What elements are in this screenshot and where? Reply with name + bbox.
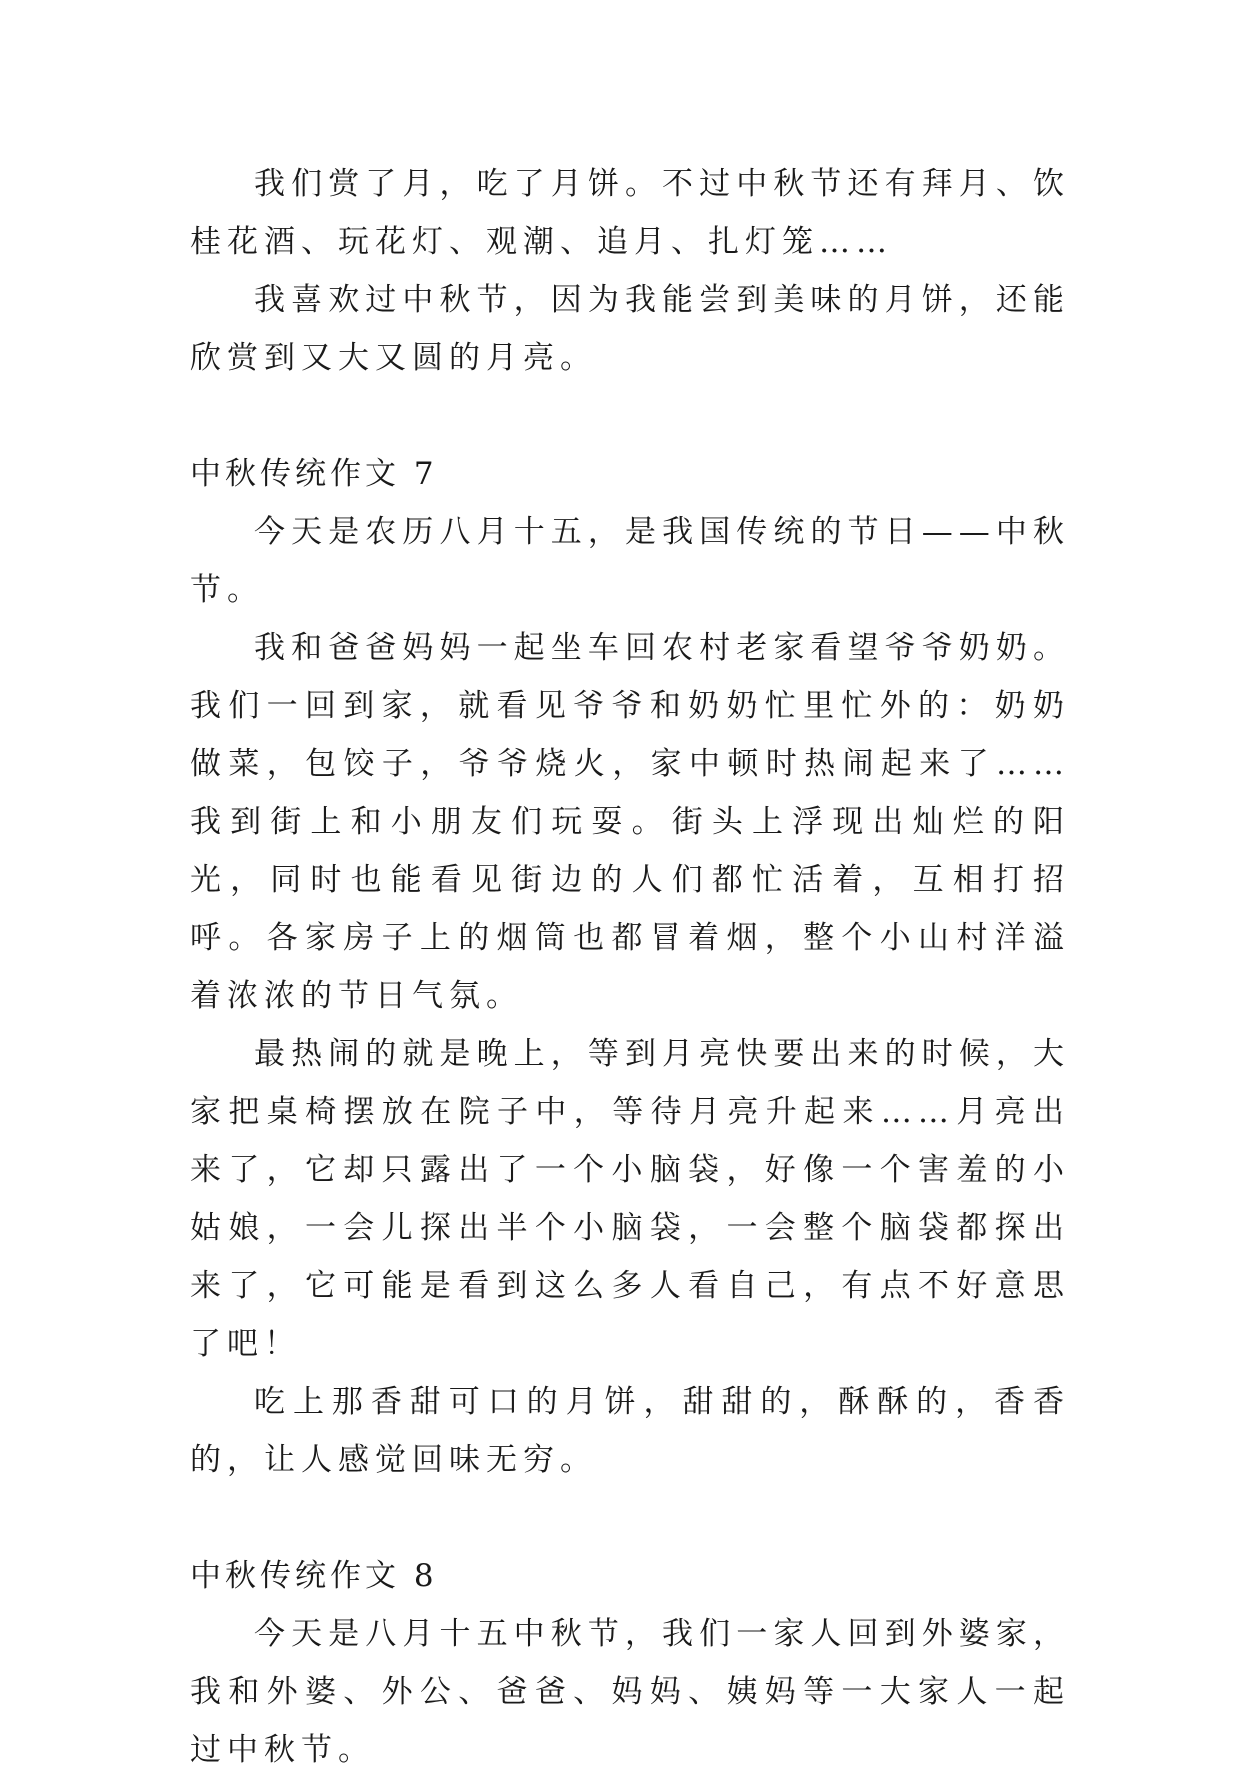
paragraph: 今天是农历八月十五，是我国传统的节日——中秋节。 (190, 514, 1070, 608)
section-gap (190, 387, 1070, 445)
paragraph: 我和爸爸妈妈一起坐车回农村老家看望爷爷奶奶。我们一回到家，就看见爷爷和奶奶忙里忙外的：奶奶做菜，包饺子，爷爷烧火，家中顿时热闹起来了……我到街上和小朋友们玩耍。街头上浮现出灿烂的阳光，同时也能看见街边的人们都忙活着，互相打招呼。各家房子上的烟筒也都冒着烟，整个小山村洋溢着浓浓的节日气氛。 (190, 630, 1070, 1014)
document-page (190, 155, 1070, 1779)
paragraph: 我们赏了月，吃了月饼。不过中秋节还有拜月、饮桂花酒、玩花灯、观潮、追月、扎灯笼…… (190, 166, 1070, 260)
paragraph: 我喜欢过中秋节，因为我能尝到美味的月饼，还能欣赏到又大又圆的月亮。 (190, 282, 1070, 376)
section-gap (190, 1489, 1070, 1547)
paragraph: 最热闹的就是晚上，等到月亮快要出来的时候，大家把桌椅摆放在院子中，等待月亮升起来……月亮出来了，它却只露出了一个小脑袋，好像一个害羞的小姑娘，一会儿探出半个小脑袋，一会整个脑袋都探出来了，它可能是看到这么多人看自己，有点不好意思了吧！ (190, 1036, 1070, 1362)
essay-heading-7: 中秋传统作文 7 (190, 456, 438, 492)
paragraph: 今天是八月十五中秋节，我们一家人回到外婆家，我和外婆、外公、爸爸、妈妈、姨妈等一大家人一起过中秋节。 (190, 1616, 1070, 1768)
essay-heading-8: 中秋传统作文 8 (190, 1558, 438, 1594)
paragraph: 吃上那香甜可口的月饼，甜甜的，酥酥的，香香的，让人感觉回味无穷。 (190, 1384, 1070, 1478)
